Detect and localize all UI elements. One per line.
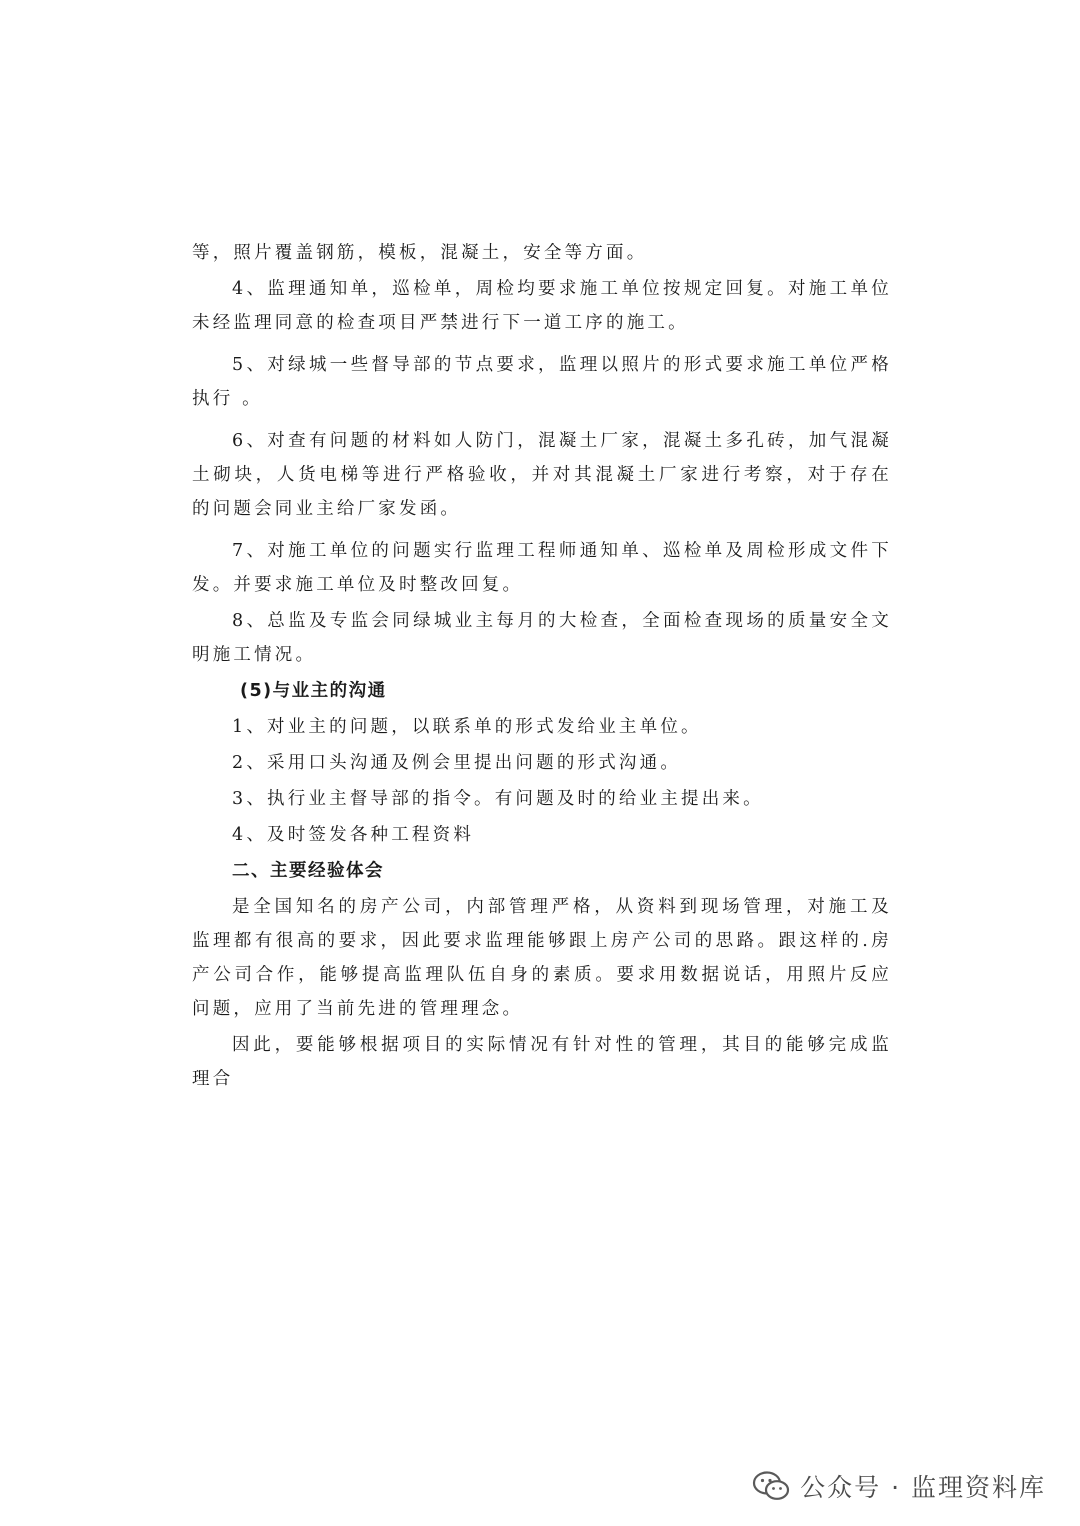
list-item-owner-4: 4、及时签发各种工程资料 bbox=[232, 825, 475, 845]
wechat-icon bbox=[752, 1470, 790, 1502]
list-item-owner-1: 1、对业主的问题，以联系单的形式发给业主单位。 bbox=[232, 717, 702, 737]
paragraph-item-7-issues: 7、对施工单位的问题实行监理工程师通知单、巡检单及周检形成文件下发。并要求施工单位及时整改回复。 bbox=[192, 541, 892, 595]
document-body bbox=[192, 236, 892, 1096]
watermark bbox=[752, 1462, 1046, 1510]
paragraph-item-5-greentown: 5、对绿城一些督导部的节点要求，监理以照片的形式要求施工单位严格执行 。 bbox=[192, 355, 892, 409]
watermark-text: 公众号 · 监理资料库 bbox=[800, 1473, 1046, 1502]
section-heading-owner-communication: (5)与业主的沟通 bbox=[240, 681, 387, 701]
list-item-owner-3: 3、执行业主督导部的指令。有问题及时的给业主提出来。 bbox=[232, 789, 764, 809]
paragraph-experience: 是全国知名的房产公司，内部管理严格，从资料到现场管理，对施工及监理都有很高的要求，因此要求监理能够跟上房产公司的思路。跟这样的.房产公司合作，能够提高监理队伍自身的素质。要求用数据说话，用照片反应问题，应用了当前先进的管理理念。 bbox=[192, 897, 892, 1019]
section-heading-experience: 二、主要经验体会 bbox=[232, 861, 384, 881]
paragraph-item-8-inspection: 8、总监及专监会同绿城业主每月的大检查，全面检查现场的质量安全文明施工情况。 bbox=[192, 611, 892, 665]
paragraph-item-6-materials: 6、对查有问题的材料如人防门，混凝土厂家，混凝土多孔砖，加气混凝土砌块，人货电梯等进行严格验收，并对其混凝土厂家进行考察，对于存在的问题会同业主给厂家发函。 bbox=[192, 431, 892, 519]
list-item-owner-2: 2、采用口头沟通及例会里提出问题的形式沟通。 bbox=[232, 753, 682, 773]
paragraph-conclusion: 因此，要能够根据项目的实际情况有针对性的管理，其目的能够完成监理合 bbox=[192, 1035, 892, 1089]
paragraph-item-4-notice: 4、监理通知单，巡检单，周检均要求施工单位按规定回复。对施工单位未经监理同意的检查项目严禁进行下一道工序的施工。 bbox=[192, 279, 892, 333]
paragraph-photo-coverage: 等，照片覆盖钢筋，模板，混凝土，安全等方面。 bbox=[192, 243, 648, 263]
